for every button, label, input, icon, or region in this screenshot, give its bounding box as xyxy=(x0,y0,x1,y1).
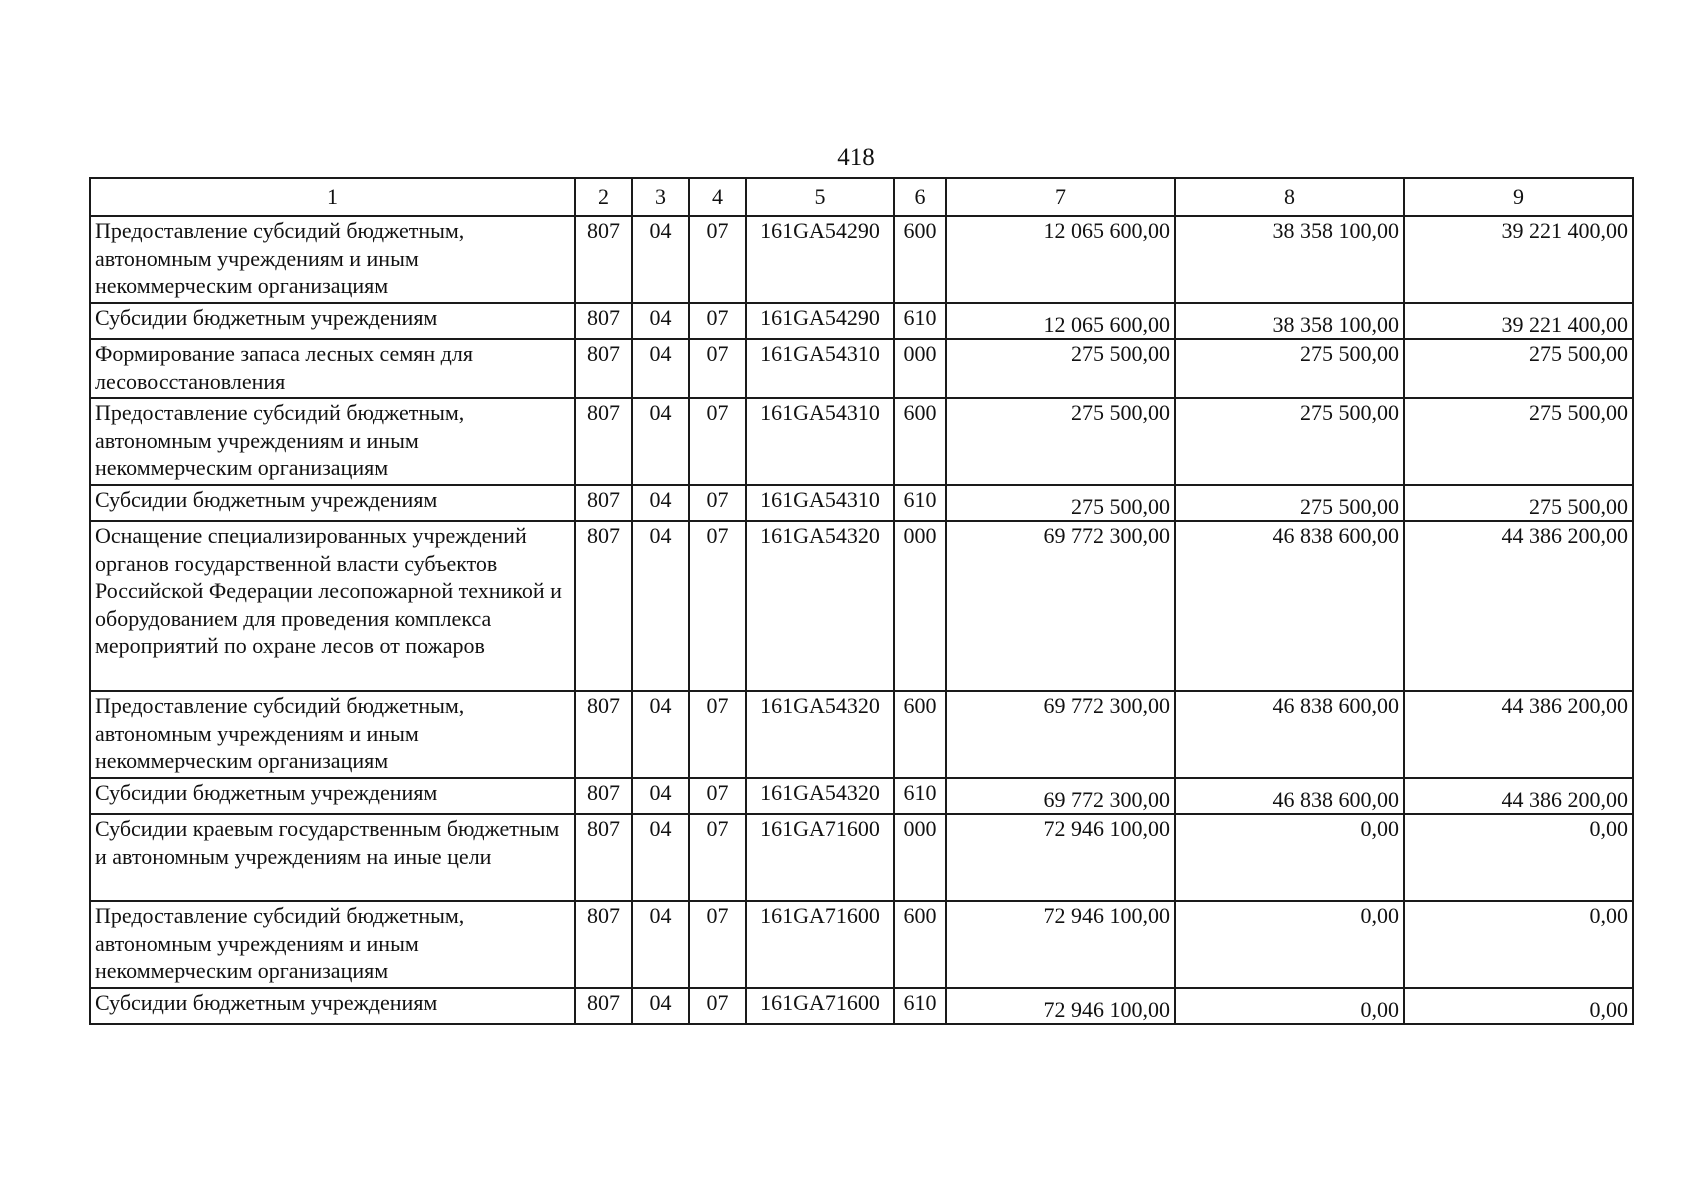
header-cell: 5 xyxy=(746,178,894,216)
row-name: Субсидии бюджетным учреждениям xyxy=(90,303,575,339)
row-amount-7: 12 065 600,00 xyxy=(946,303,1175,339)
row-code-2: 807 xyxy=(575,521,632,691)
row-code-4: 07 xyxy=(689,398,746,485)
table-row xyxy=(90,339,1633,398)
row-amount-9: 44 386 200,00 xyxy=(1404,521,1633,691)
row-amount-9: 39 221 400,00 xyxy=(1404,303,1633,339)
row-amount-7: 72 946 100,00 xyxy=(946,814,1175,901)
row-amount-8: 46 838 600,00 xyxy=(1175,691,1404,778)
header-cell: 8 xyxy=(1175,178,1404,216)
row-code-2: 807 xyxy=(575,303,632,339)
row-amount-8: 275 500,00 xyxy=(1175,485,1404,521)
row-code-4: 07 xyxy=(689,814,746,901)
row-code-4: 07 xyxy=(689,988,746,1024)
row-code-4: 07 xyxy=(689,303,746,339)
row-code-5: 161GA54310 xyxy=(746,485,894,521)
row-code-3: 04 xyxy=(632,485,689,521)
row-code-2: 807 xyxy=(575,339,632,398)
row-code-5: 161GA71600 xyxy=(746,814,894,901)
row-code-2: 807 xyxy=(575,216,632,303)
row-amount-7: 72 946 100,00 xyxy=(946,988,1175,1024)
row-code-5: 161GA54320 xyxy=(746,521,894,691)
row-code-5: 161GA71600 xyxy=(746,988,894,1024)
row-code-3: 04 xyxy=(632,778,689,814)
table-row xyxy=(90,988,1633,1024)
row-amount-9: 44 386 200,00 xyxy=(1404,778,1633,814)
row-code-2: 807 xyxy=(575,398,632,485)
row-code-2: 807 xyxy=(575,485,632,521)
row-code-2: 807 xyxy=(575,814,632,901)
table-row xyxy=(90,691,1633,778)
row-amount-8: 0,00 xyxy=(1175,988,1404,1024)
row-name: Субсидии бюджетным учреждениям xyxy=(90,988,575,1024)
row-code-4: 07 xyxy=(689,485,746,521)
table-row xyxy=(90,485,1633,521)
row-code-5: 161GA54310 xyxy=(746,339,894,398)
header-cell: 4 xyxy=(689,178,746,216)
row-code-5: 161GA54320 xyxy=(746,691,894,778)
header-cell: 7 xyxy=(946,178,1175,216)
row-amount-7: 69 772 300,00 xyxy=(946,521,1175,691)
row-amount-8: 0,00 xyxy=(1175,814,1404,901)
row-name: Предоставление субсидий бюджетным, автономным учреждениям и иным некоммерческим организациям xyxy=(90,216,575,303)
row-amount-7: 275 500,00 xyxy=(946,339,1175,398)
table-row xyxy=(90,216,1633,303)
row-amount-9: 39 221 400,00 xyxy=(1404,216,1633,303)
row-code-2: 807 xyxy=(575,901,632,988)
row-code-5: 161GA54290 xyxy=(746,303,894,339)
row-code-3: 04 xyxy=(632,339,689,398)
row-code-6: 610 xyxy=(894,988,946,1024)
table-row xyxy=(90,778,1633,814)
row-code-5: 161GA54290 xyxy=(746,216,894,303)
row-code-4: 07 xyxy=(689,901,746,988)
row-amount-9: 275 500,00 xyxy=(1404,485,1633,521)
row-code-3: 04 xyxy=(632,691,689,778)
row-amount-8: 0,00 xyxy=(1175,901,1404,988)
row-amount-9: 275 500,00 xyxy=(1404,398,1633,485)
row-code-2: 807 xyxy=(575,691,632,778)
row-code-5: 161GA54320 xyxy=(746,778,894,814)
page-number: 418 xyxy=(837,144,875,171)
row-code-6: 000 xyxy=(894,814,946,901)
budget-table xyxy=(89,177,1634,1025)
row-code-3: 04 xyxy=(632,303,689,339)
row-code-5: 161GA71600 xyxy=(746,901,894,988)
row-amount-7: 72 946 100,00 xyxy=(946,901,1175,988)
row-amount-8: 275 500,00 xyxy=(1175,398,1404,485)
row-code-4: 07 xyxy=(689,778,746,814)
row-name: Формирование запаса лесных семян для лесовосстановления xyxy=(90,339,575,398)
row-amount-9: 0,00 xyxy=(1404,814,1633,901)
row-amount-7: 275 500,00 xyxy=(946,398,1175,485)
header-cell: 3 xyxy=(632,178,689,216)
header-cell: 1 xyxy=(90,178,575,216)
table-row xyxy=(90,901,1633,988)
row-code-6: 610 xyxy=(894,303,946,339)
row-amount-9: 0,00 xyxy=(1404,988,1633,1024)
table-row xyxy=(90,398,1633,485)
row-code-6: 600 xyxy=(894,398,946,485)
row-amount-8: 46 838 600,00 xyxy=(1175,778,1404,814)
header-cell: 6 xyxy=(894,178,946,216)
row-name: Предоставление субсидий бюджетным, автономным учреждениям и иным некоммерческим организациям xyxy=(90,691,575,778)
row-code-3: 04 xyxy=(632,988,689,1024)
row-code-2: 807 xyxy=(575,988,632,1024)
row-amount-7: 69 772 300,00 xyxy=(946,778,1175,814)
table-row xyxy=(90,303,1633,339)
row-code-5: 161GA54310 xyxy=(746,398,894,485)
row-code-3: 04 xyxy=(632,398,689,485)
row-amount-9: 275 500,00 xyxy=(1404,339,1633,398)
row-code-6: 600 xyxy=(894,691,946,778)
row-code-6: 610 xyxy=(894,485,946,521)
row-amount-8: 38 358 100,00 xyxy=(1175,303,1404,339)
row-name: Субсидии краевым государственным бюджетным и автономным учреждениям на иные цели xyxy=(90,814,575,901)
row-code-6: 000 xyxy=(894,521,946,691)
header-cell: 9 xyxy=(1404,178,1633,216)
row-name: Субсидии бюджетным учреждениям xyxy=(90,778,575,814)
header-cell: 2 xyxy=(575,178,632,216)
row-amount-9: 0,00 xyxy=(1404,901,1633,988)
row-amount-8: 46 838 600,00 xyxy=(1175,521,1404,691)
row-amount-8: 275 500,00 xyxy=(1175,339,1404,398)
row-amount-7: 275 500,00 xyxy=(946,485,1175,521)
row-amount-7: 12 065 600,00 xyxy=(946,216,1175,303)
row-amount-8: 38 358 100,00 xyxy=(1175,216,1404,303)
row-name: Предоставление субсидий бюджетным, автономным учреждениям и иным некоммерческим организациям xyxy=(90,398,575,485)
table-header-row xyxy=(90,178,1633,216)
row-amount-7: 69 772 300,00 xyxy=(946,691,1175,778)
row-amount-9: 44 386 200,00 xyxy=(1404,691,1633,778)
row-code-3: 04 xyxy=(632,901,689,988)
table-row xyxy=(90,521,1633,691)
row-name: Оснащение специализированных учреждений органов государственной власти субъектов Российской Федерации лесопожарной техникой и оборудованием для проведения комплекса мероприятий по охране лесов от пожаров xyxy=(90,521,575,691)
row-code-4: 07 xyxy=(689,339,746,398)
row-code-2: 807 xyxy=(575,778,632,814)
row-code-4: 07 xyxy=(689,691,746,778)
table-row xyxy=(90,814,1633,901)
row-code-6: 600 xyxy=(894,216,946,303)
row-code-6: 000 xyxy=(894,339,946,398)
row-code-6: 610 xyxy=(894,778,946,814)
row-name: Субсидии бюджетным учреждениям xyxy=(90,485,575,521)
row-code-4: 07 xyxy=(689,521,746,691)
row-code-6: 600 xyxy=(894,901,946,988)
row-code-3: 04 xyxy=(632,814,689,901)
row-name: Предоставление субсидий бюджетным, автономным учреждениям и иным некоммерческим организациям xyxy=(90,901,575,988)
row-code-4: 07 xyxy=(689,216,746,303)
row-code-3: 04 xyxy=(632,216,689,303)
row-code-3: 04 xyxy=(632,521,689,691)
